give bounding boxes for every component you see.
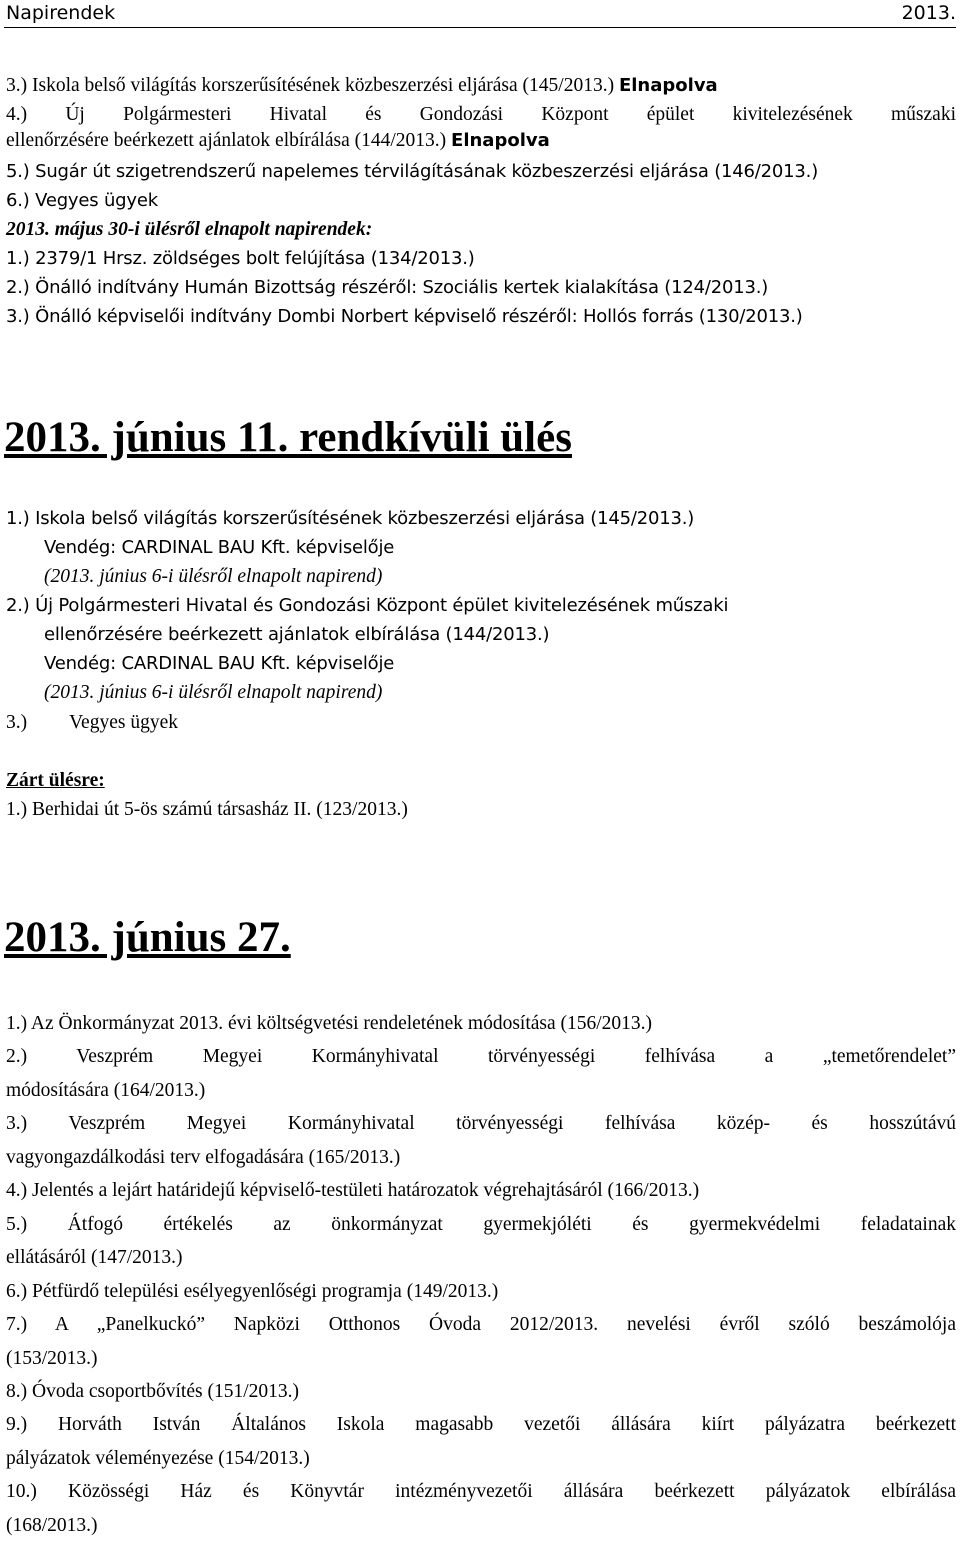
- june11-item-3: 3.) Vegyes ügyek: [6, 712, 178, 733]
- june27-item-5: 5.) Átfogó értékelés az önkormányzat gyermekjóléti és gyermekvédelmi feladatainak: [6, 1214, 956, 1235]
- june27-item-3: 3.) Veszprém Megyei Kormányhivatal törvényességi felhívása közép- és hosszútávú: [6, 1113, 956, 1134]
- header-year: 2013.: [901, 2, 956, 24]
- june27-item-1: 1.) Az Önkormányzat 2013. évi költségvetési rendeletének módosítása (156/2013.): [6, 1013, 653, 1034]
- agenda-item-6: 6.) Vegyes ügyek: [6, 190, 158, 211]
- june27-item-10: 10.) Közösségi Ház és Könyvtár intézményvezetői állására beérkezett pályázatok elbírálása: [6, 1481, 956, 1502]
- june27-item-3-cont: vagyongazdálkodási terv elfogadására (165/2013.): [6, 1147, 401, 1168]
- june11-item-2: 2.) Új Polgármesteri Hivatal és Gondozási Központ épület kivitelezésének műszaki: [6, 595, 729, 616]
- june27-item-9-cont: pályázatok véleményezése (154/2013.): [6, 1448, 310, 1469]
- june27-item-7: 7.) A „Panelkuckó” Napközi Otthonos Óvoda 2012/2013. nevelési évről szóló beszámolója: [6, 1314, 956, 1335]
- june11-item-1-guest: Vendég: CARDINAL BAU Kft. képviselője: [44, 537, 395, 558]
- postponed-item-2: 2.) Önálló indítvány Humán Bizottság részéről: Szociális kertek kialakítása (124/2013.): [6, 277, 769, 298]
- agenda-item-4-cont: ellenőrzésére beérkezett ajánlatok elbírálása (144/2013.) Elnapolva: [6, 130, 550, 151]
- june27-item-8: 8.) Óvoda csoportbővítés (151/2013.): [6, 1381, 299, 1402]
- agenda-item-5: 5.) Sugár út szigetrendszerű napelemes térvilágításának közbeszerzési eljárása (146/2013.): [6, 161, 819, 182]
- header-title: Napirendek: [6, 2, 116, 24]
- closed-session-heading: Zárt ülésre:: [6, 770, 105, 791]
- june11-item-2-note: (2013. június 6-i ülésről elnapolt napirend): [44, 682, 383, 703]
- postponed-item-1: 1.) 2379/1 Hrsz. zöldséges bolt felújítása (134/2013.): [6, 248, 475, 269]
- section-heading-june-11: 2013. június 11. rendkívüli ülés: [4, 414, 572, 461]
- june11-item-2-guest: Vendég: CARDINAL BAU Kft. képviselője: [44, 653, 395, 674]
- june27-item-10-cont: (168/2013.): [6, 1515, 98, 1536]
- agenda-item-4: 4.) Új Polgármesteri Hivatal és Gondozási Központ épület kivitelezésének műszaki: [6, 104, 956, 125]
- june27-item-2: 2.) Veszprém Megyei Kormányhivatal törvényességi felhívása a „temetőrendelet”: [6, 1046, 956, 1067]
- june27-item-6: 6.) Pétfürdő települési esélyegyenlőségi programja (149/2013.): [6, 1281, 499, 1302]
- postponed-item-3: 3.) Önálló képviselői indítvány Dombi Norbert képviselő részéről: Hollós forrás (130/2013.): [6, 306, 803, 327]
- header-divider: [4, 27, 956, 28]
- agenda-item-3: 3.) Iskola belső világítás korszerűsítésének közbeszerzési eljárása (145/2013.) Elnapolva: [6, 75, 718, 96]
- section-heading-june-27: 2013. június 27.: [4, 914, 291, 961]
- june27-item-4: 4.) Jelentés a lejárt határidejű képviselő-testületi határozatok végrehajtásáról (166/2013.): [6, 1180, 700, 1201]
- page-header: [0, 0, 960, 30]
- postponed-heading: 2013. május 30-i ülésről elnapolt napirendek:: [6, 219, 373, 240]
- june27-item-5-cont: ellátásáról (147/2013.): [6, 1247, 183, 1268]
- june11-item-1: 1.) Iskola belső világítás korszerűsítésének közbeszerzési eljárása (145/2013.): [6, 508, 695, 529]
- june27-item-2-cont: módosítására (164/2013.): [6, 1080, 206, 1101]
- status-postponed: Elnapolva: [618, 75, 718, 96]
- status-postponed: Elnapolva: [451, 130, 550, 151]
- june27-item-7-cont: (153/2013.): [6, 1348, 98, 1369]
- june11-item-1-note: (2013. június 6-i ülésről elnapolt napirend): [44, 566, 383, 587]
- closed-session-item-1: 1.) Berhidai út 5-ös számú társasház II. (123/2013.): [6, 799, 408, 820]
- june11-item-2-cont: ellenőrzésére beérkezett ajánlatok elbírálása (144/2013.): [44, 624, 550, 645]
- june27-item-9: 9.) Horváth István Általános Iskola magasabb vezetői állására kiírt pályázatra beérkezett: [6, 1414, 956, 1435]
